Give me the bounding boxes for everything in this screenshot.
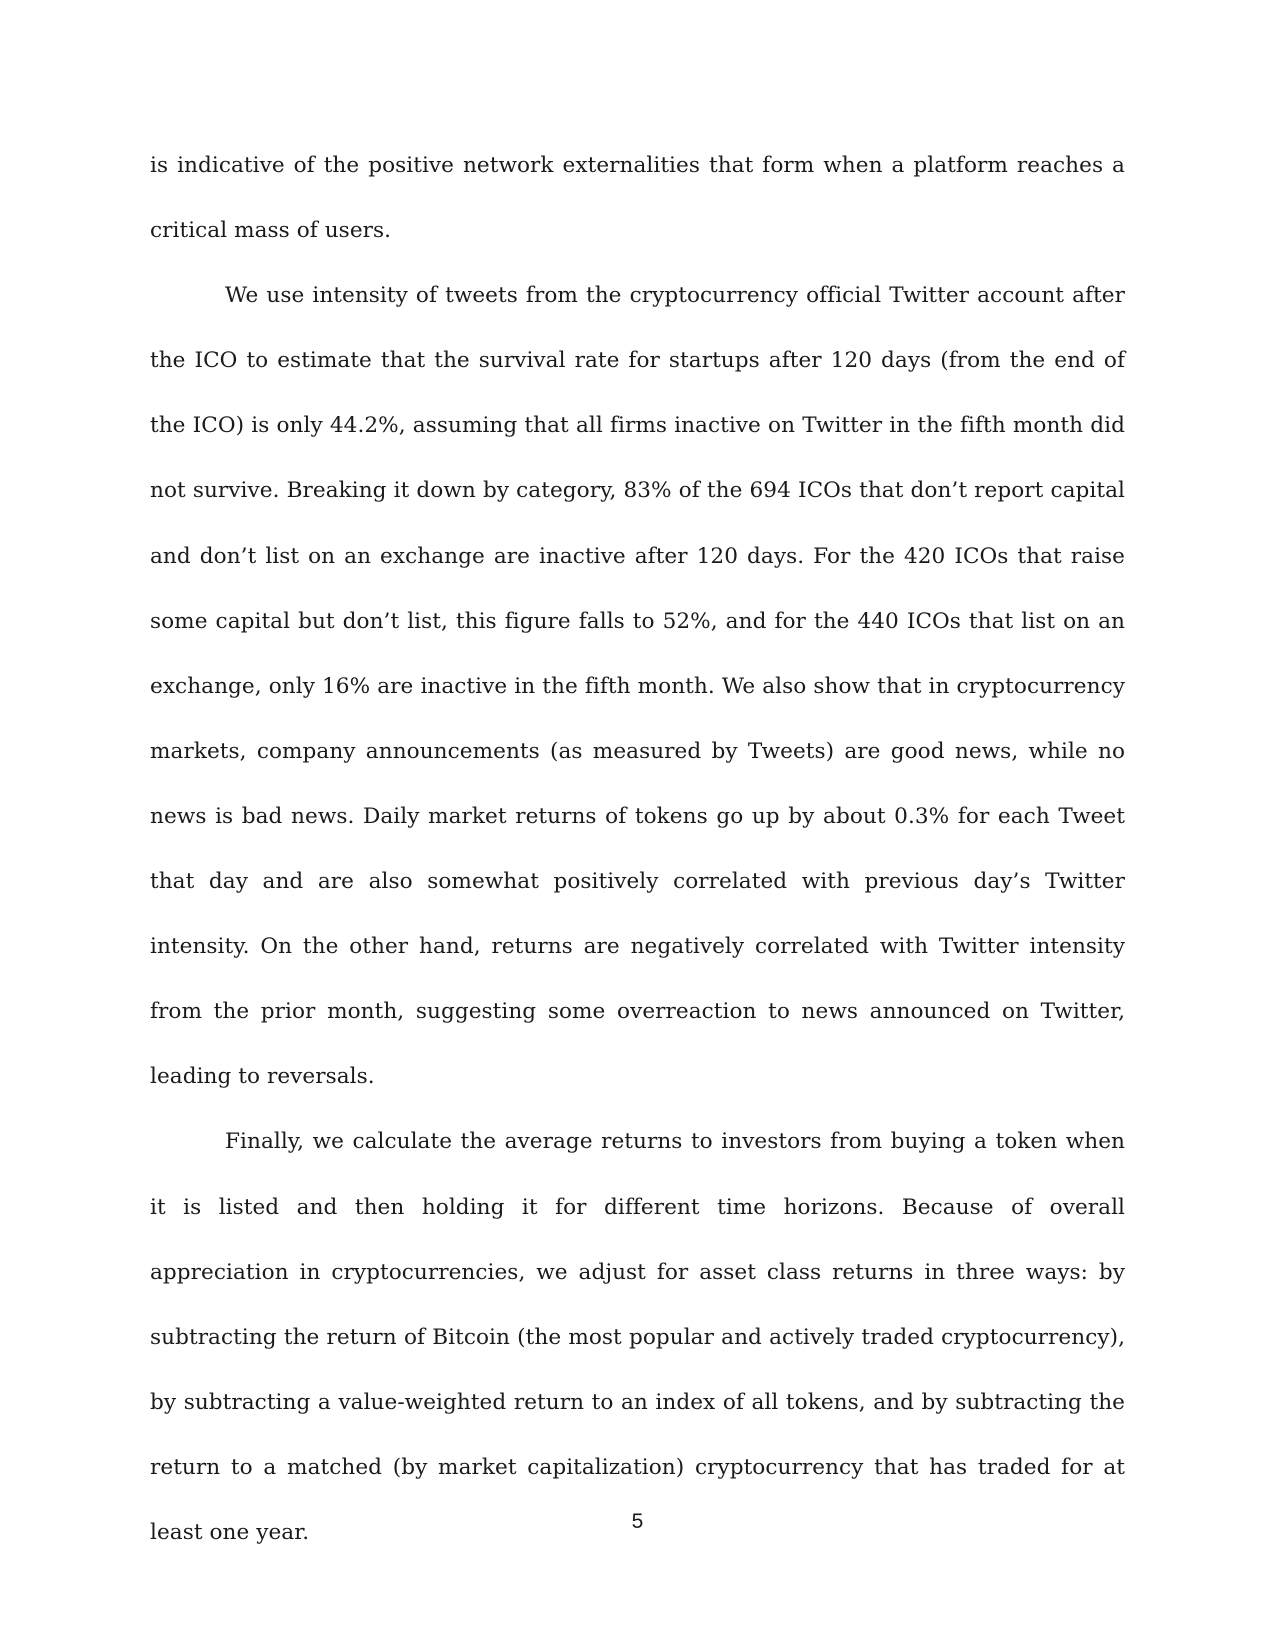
paragraph-average-returns: Finally, we calculate the average returns to investors from buying a token when it is listed and then holding it for different time horizons. Because of overall appreciation in cryptocurrencies, we adjust for asset class returns in three ways: by subtracting the return of Bitcoin (the most popular and actively traded cryptocurrency), by subtracting a value-weighted return to an index of all tokens, and by subtracting the return to a matched (by market capitalization) cryptocurrency that has traded for at least one year. bbox=[150, 1129, 1125, 1545]
paragraph-twitter-survival: We use intensity of tweets from the cryptocurrency official Twitter account after the ICO to estimate that the survival rate for startups after 120 days (from the end of the ICO) is only 44.2%, assuming that all firms inactive on Twitter in the fifth month did not survive. Breaking it down by category, 83% of the 694 ICOs that don’t report capital and don’t list on an exchange are inactive after 120 days. For the 420 ICOs that raise some capital but don’t list, this figure falls to 52%, and for the 440 ICOs that list on an exchange, only 16% are inactive in the fifth month. We also show that in cryptocurrency markets, company announcements (as measured by Tweets) are good news, while no news is bad news. Daily market returns of tokens go up by about 0.3% for each Tweet that day and are also somewhat positively correlated with previous day’s Twitter intensity. On the other hand, returns are negatively correlated with Twitter intensity from the prior month, suggesting some overreaction to news announced on Twitter, leading to reversals. bbox=[150, 283, 1125, 1090]
paragraph-network-externalities: is indicative of the positive network externalities that form when a platform reaches a critical mass of users. bbox=[150, 153, 1125, 244]
page-number: 5 bbox=[631, 1510, 644, 1533]
page-body bbox=[150, 133, 1125, 1565]
